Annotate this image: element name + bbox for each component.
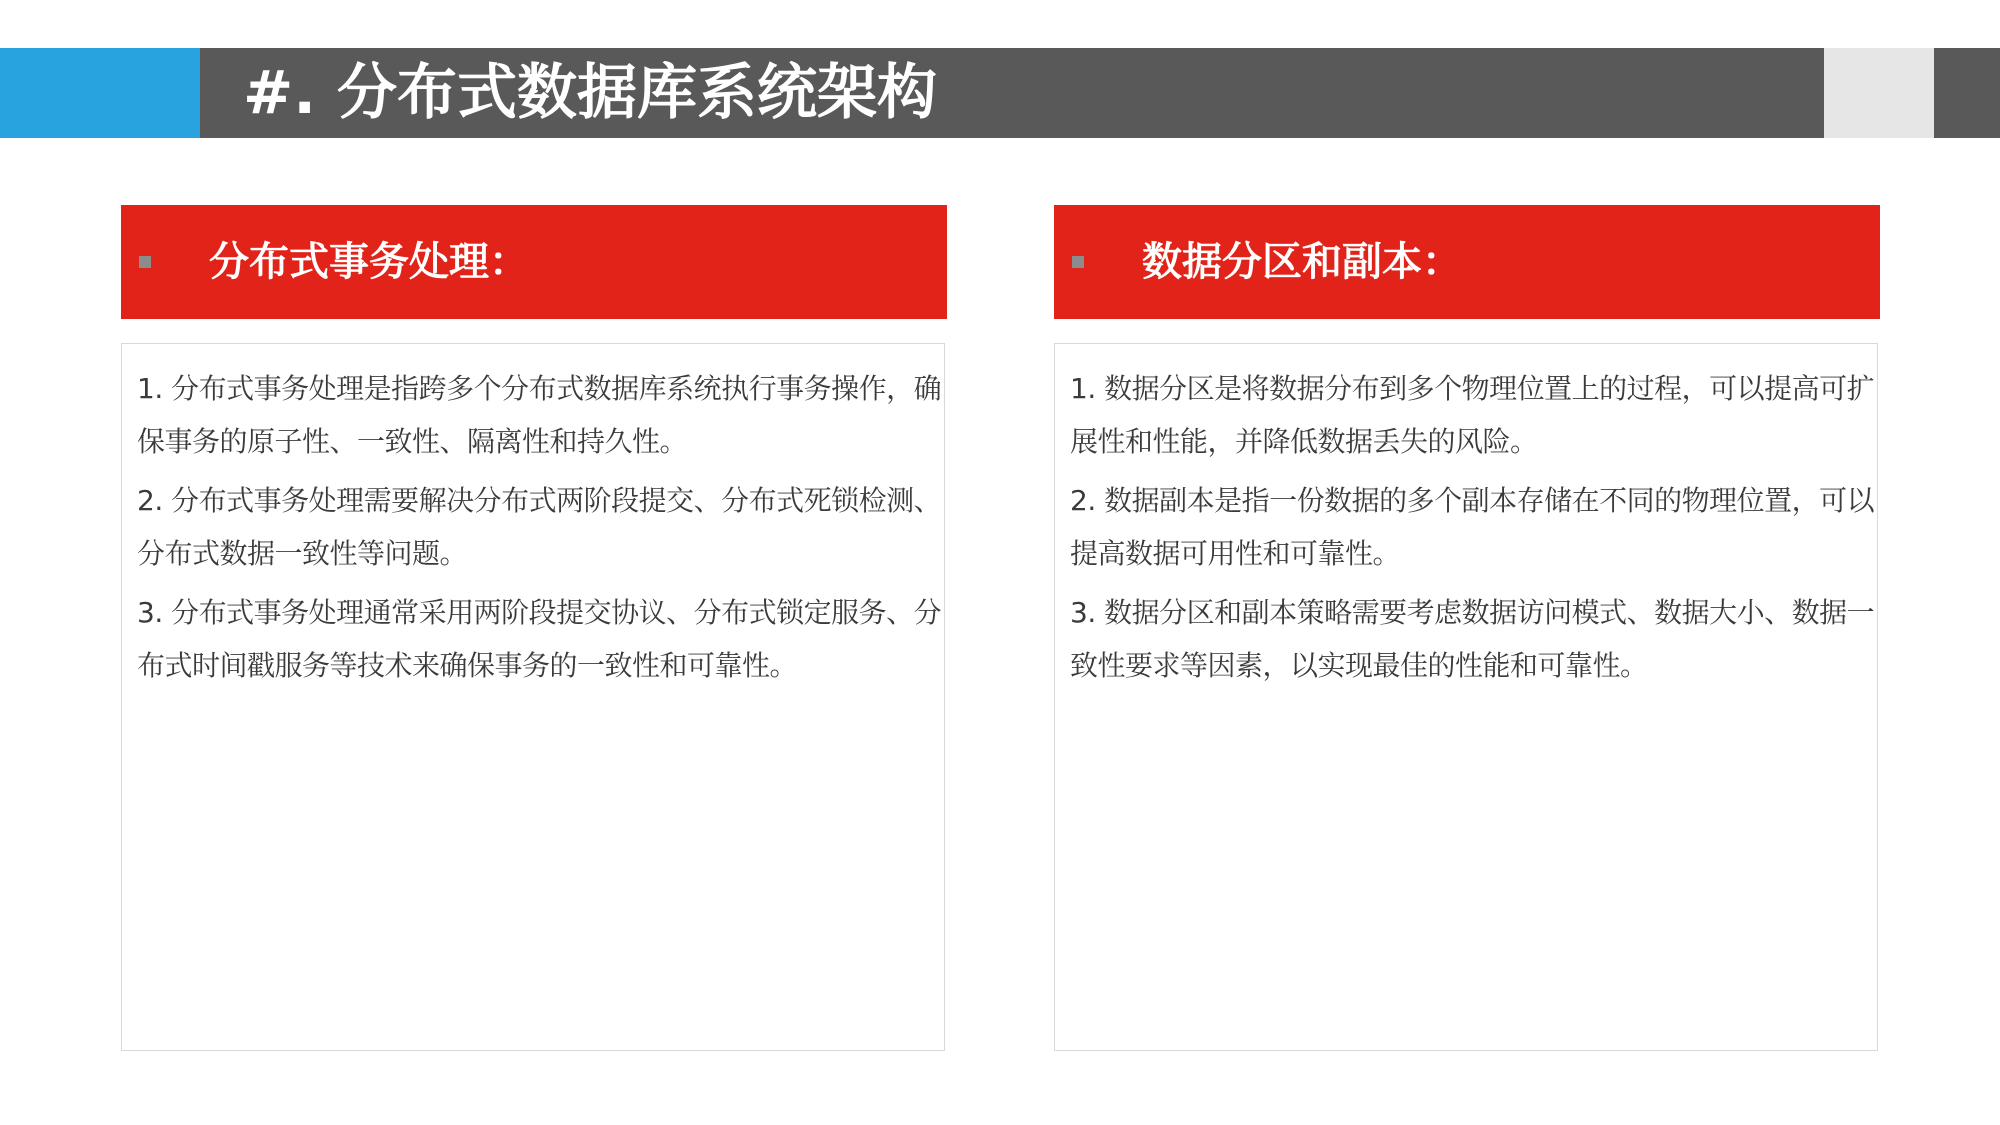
left-panel-body: [121, 343, 945, 1051]
square-bullet-icon: [1072, 256, 1084, 268]
right-panel-header: [1054, 205, 1880, 319]
left-panel-list: [122, 344, 947, 692]
list-item: 3. 分布式事务处理通常采用两阶段提交协议、分布式锁定服务、分布式时间戳服务等技术来确保事务的一致性和可靠性。: [137, 596, 942, 682]
left-panel-title: 分布式事务处理：: [209, 239, 529, 285]
right-panel-title: 数据分区和副本：: [1142, 239, 1462, 285]
header-accent-blue: [0, 48, 200, 138]
header-accent-light: [1824, 48, 1934, 138]
list-item: 2. 数据副本是指一份数据的多个副本存储在不同的物理位置，可以提高数据可用性和可靠性。: [1070, 484, 1875, 570]
page-title: #. 分布式数据库系统架构: [243, 58, 937, 128]
right-panel-list: [1055, 344, 1880, 692]
list-item: 2. 分布式事务处理需要解决分布式两阶段提交、分布式死锁检测、分布式数据一致性等问题。: [137, 484, 942, 570]
list-item: 1. 分布式事务处理是指跨多个分布式数据库系统执行事务操作，确保事务的原子性、一致性、隔离性和持久性。: [137, 372, 942, 458]
list-item: 3. 数据分区和副本策略需要考虑数据访问模式、数据大小、数据一致性要求等因素，以实现最佳的性能和可靠性。: [1070, 596, 1875, 682]
right-panel-body: [1054, 343, 1878, 1051]
left-panel-header: [121, 205, 947, 319]
header-bar: [0, 48, 2000, 138]
square-bullet-icon: [139, 256, 151, 268]
list-item: 1. 数据分区是将数据分布到多个物理位置上的过程，可以提高可扩展性和性能，并降低数据丢失的风险。: [1070, 372, 1875, 458]
